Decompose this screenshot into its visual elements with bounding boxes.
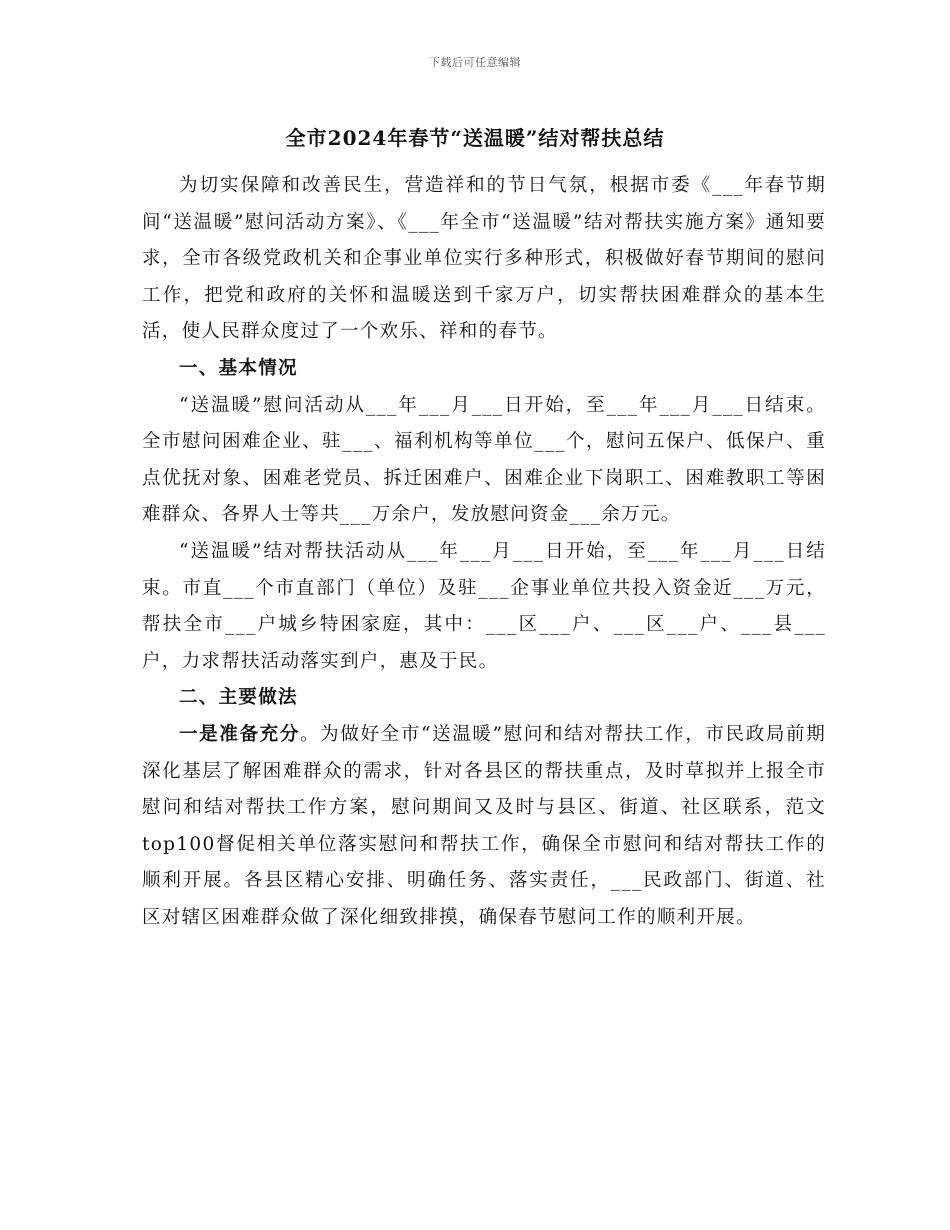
paragraph-condolence-activity: “送温暖”慰问活动从___年___月___日开始，至___年___月___日结束。全市慰问困难企业、驻___、福利机构等单位___个，慰问五保户、低保户、重点优抚对象、困难老党员、拆迁困难户、困难企业下岗职工、困难教职工等困难群众、各界人士等共___万余户，发放慰问资金___余万元。 [142, 394, 826, 526]
document-title: 全市2024年春节“送温暖”结对帮扶总结 [285, 126, 665, 150]
section-heading-basic-situation: 一、基本情况 [179, 357, 298, 379]
paragraph-lead-phrase: 一是准备充分 [179, 723, 300, 745]
document-body [142, 168, 826, 936]
paragraph-preparation-text: 。为做好全市“送温暖”慰问和结对帮扶工作，市民政局前期深化基层了解困难群众的需求，针对各县区的帮扶重点，及时草拟并上报全市慰问和结对帮扶工作方案，慰问期间又及时与县区、街道、社区联系，范文top100督促相关单位落实慰问和帮扶工作，确保全市慰问和结对帮扶工作的顺利开展。各县区精心安排、明确任务、落实责任，___民政部门、街道、社区对辖区困难群众做了深化细致排摸，确保春节慰问工作的顺利开展。 [142, 723, 826, 928]
paragraph-preparation [142, 717, 826, 937]
header-note: 下载后可任意编辑 [429, 56, 521, 69]
section-heading-main-practices: 二、主要做法 [179, 687, 298, 709]
paragraph-pairing-assistance: “送温暖”结对帮扶活动从___年___月___日开始，至___年___月___日结束。市直___个市直部门（单位）及驻___企事业单位共投入资金近___万元，帮扶全市___户城乡特困家庭，其中：___区___户、___区___户、___县___户，力求帮扶活动落实到户，惠及于民。 [142, 540, 826, 672]
intro-paragraph: 为切实保障和改善民生，营造祥和的节日气氛，根据市委《___年春节期间“送温暖”慰问活动方案》、《___年全市“送温暖”结对帮扶实施方案》通知要求，全市各级党政机关和企事业单位实行多种形式，积极做好春节期间的慰问工作，把党和政府的关怀和温暖送到千家万户，切实帮扶困难群众的基本生活，使人民群众度过了一个欢乐、祥和的春节。 [142, 175, 826, 343]
